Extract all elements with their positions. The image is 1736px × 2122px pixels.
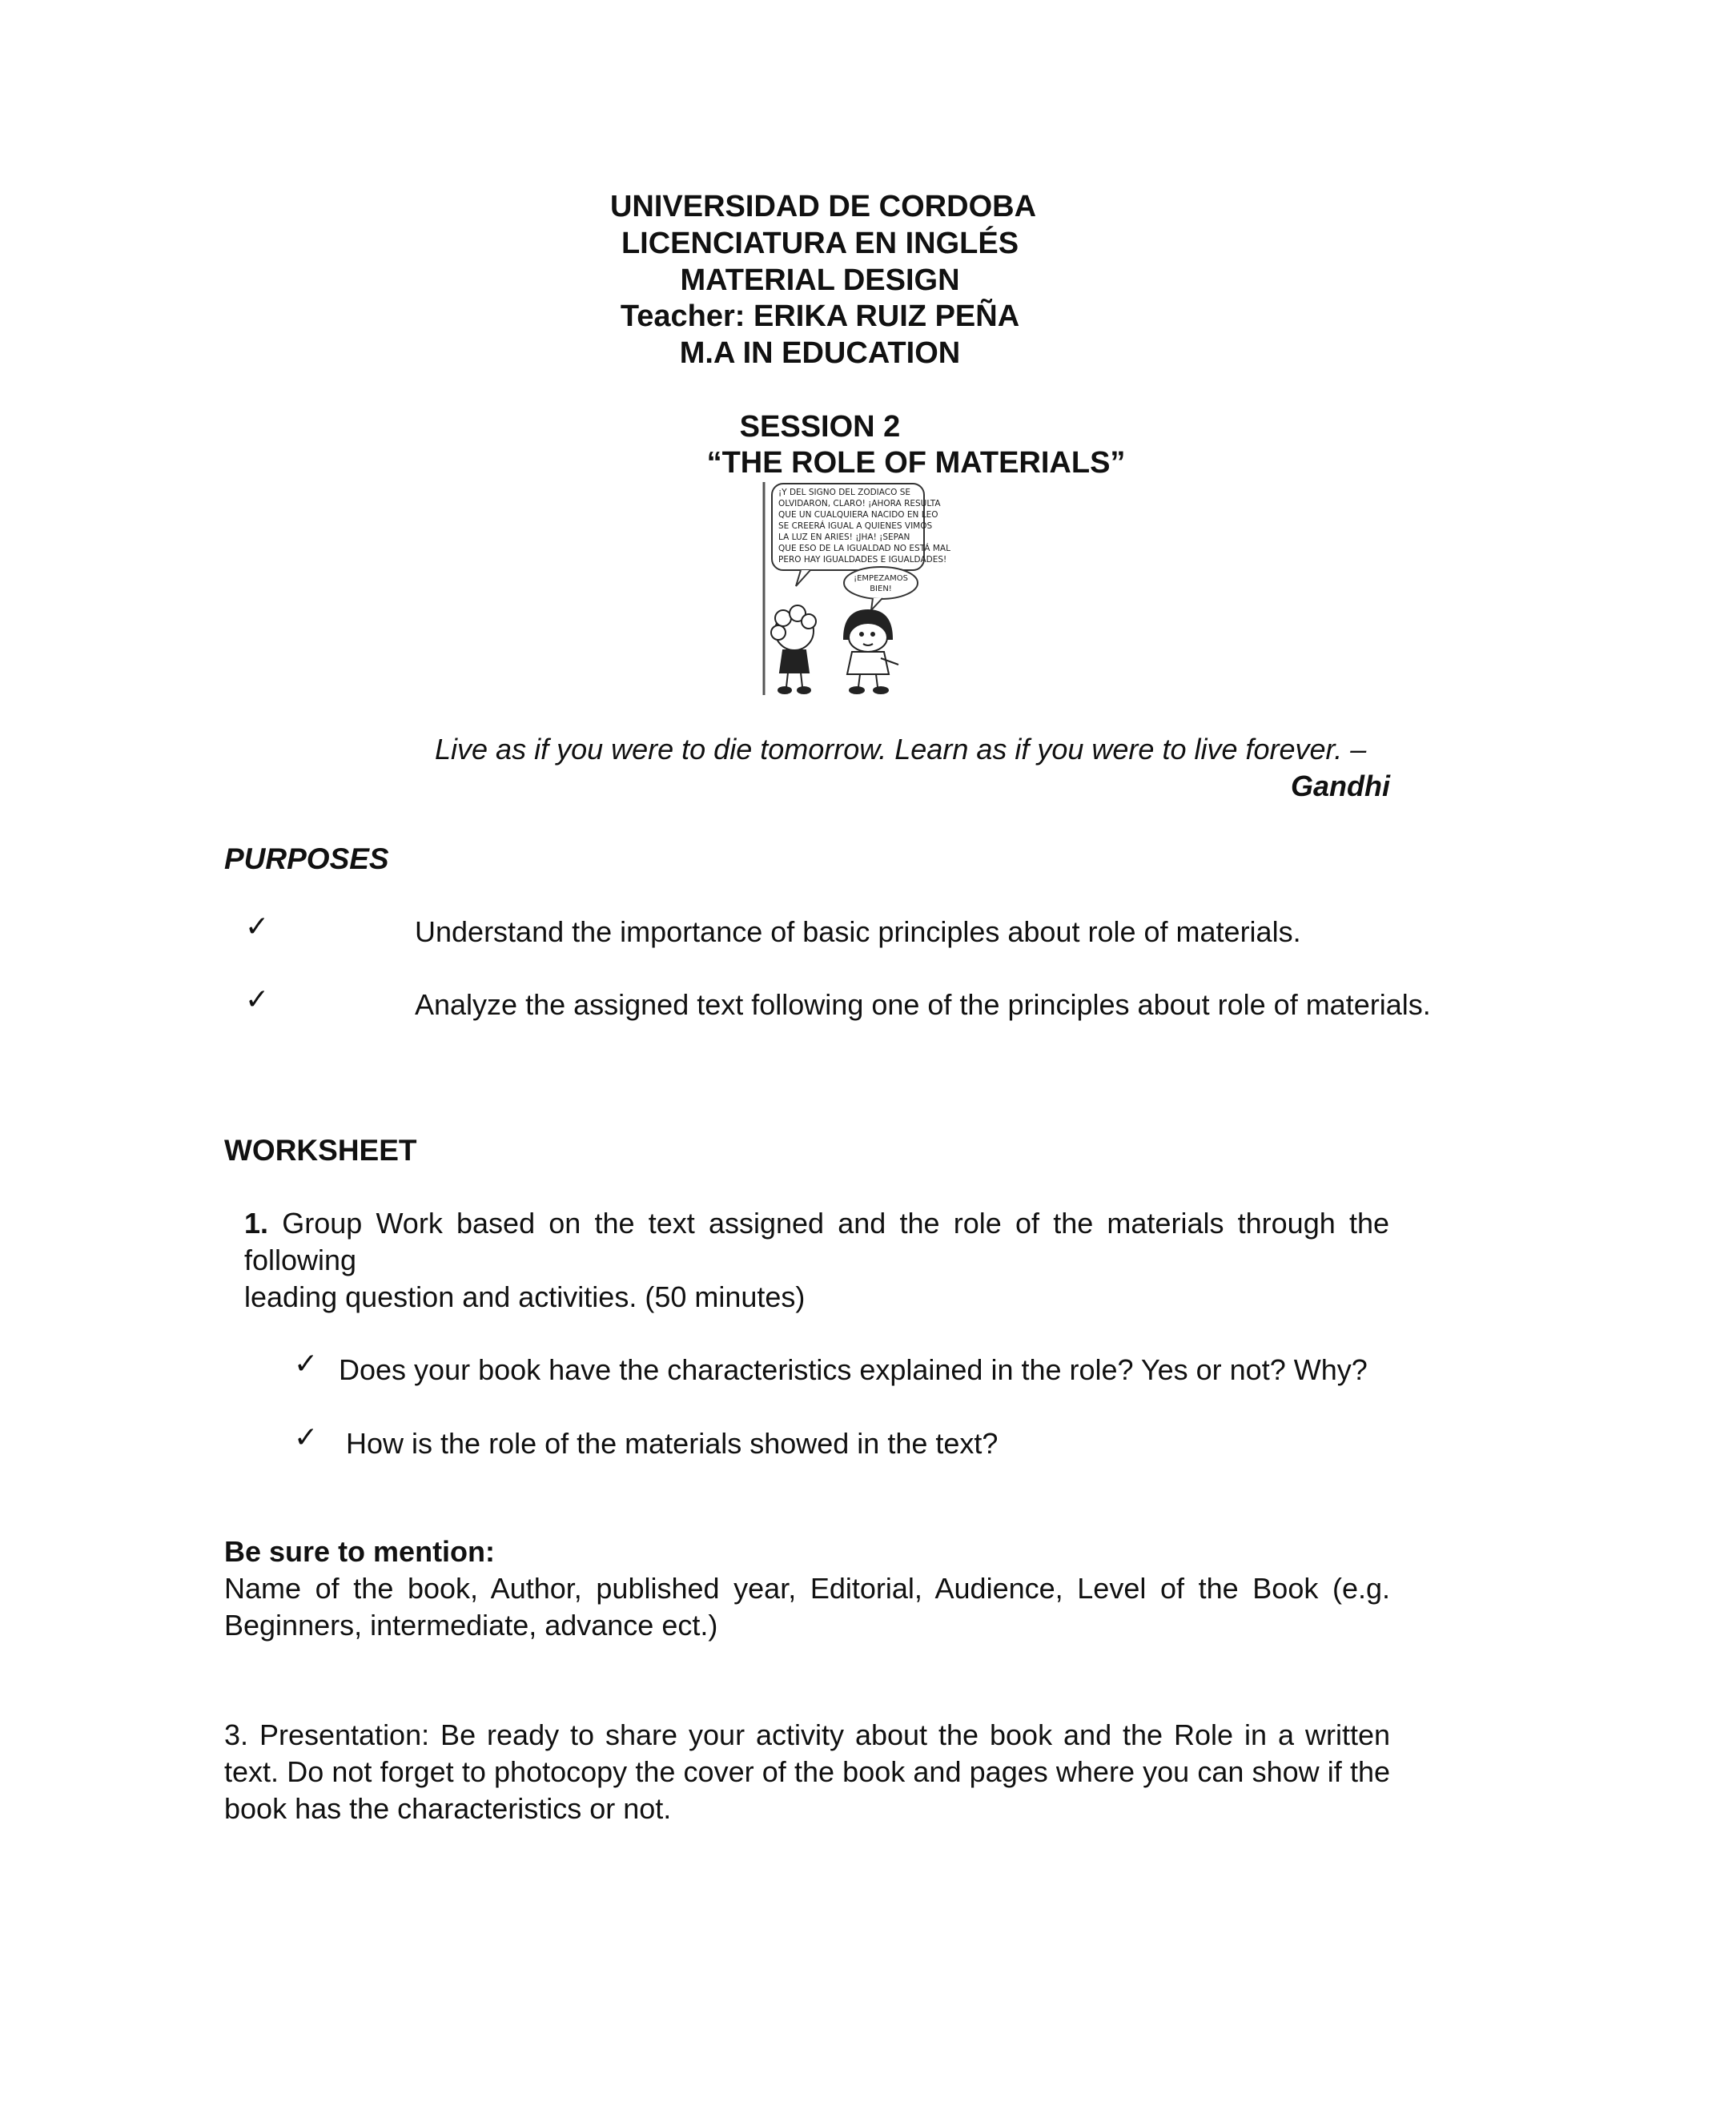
- quote-text: Live as if you were to die tomorrow. Learn as if you were to live forever. –: [435, 733, 1367, 766]
- reply-line: ¡EMPEZAMOS: [854, 574, 908, 583]
- quote-author: Gandhi: [1291, 770, 1390, 802]
- session-number: SESSION 2: [739, 410, 901, 444]
- speech-line: QUE UN CUALQUIERA NACIDO EN LEO: [778, 510, 938, 520]
- check-icon: ✓: [294, 1347, 319, 1380]
- speech-line: SE CREERÁ IGUAL A QUIENES VIMOS: [778, 521, 933, 531]
- check-icon: ✓: [245, 910, 270, 942]
- worksheet-title: WORKSHEET: [224, 1134, 417, 1167]
- university-name: UNIVERSIDAD DE CORDOBA: [609, 190, 1037, 223]
- speech-line: OLVIDARON, CLARO! ¡AHORA RESULTA: [778, 499, 941, 508]
- question-item: How is the role of the materials showed in the text?: [346, 1427, 999, 1460]
- program-name: LICENCIATURA EN INGLÉS: [621, 227, 1019, 260]
- speech-line: LA LUZ EN ARIES! ¡JHA! ¡SEPAN: [778, 533, 910, 542]
- worksheet-item-1-line-2: leading question and activities. (50 minutes): [244, 1280, 806, 1313]
- worksheet-item-1-line-1: [244, 1205, 1389, 1279]
- item-text: Group Work based on the text assigned and the role of the materials through the following: [244, 1207, 1389, 1276]
- check-icon: ✓: [245, 983, 270, 1015]
- purpose-item: Understand the importance of basic principles about role of materials.: [415, 915, 1301, 948]
- speech-line: PERO HAY IGUALDADES E IGUALDADES!: [778, 555, 947, 565]
- teacher-name: Teacher: ERIKA RUIZ PEÑA: [620, 299, 1020, 333]
- mention-text: Name of the book, Author, published year, Editorial, Audience, Level of the Book (e.g. Beginners, intermediate, advance ect.): [224, 1572, 1390, 1642]
- purposes-title: PURPOSES: [224, 842, 389, 875]
- course-name: MATERIAL DESIGN: [680, 263, 960, 297]
- reply-line: BIEN!: [870, 585, 892, 593]
- speech-bubble-text: [778, 488, 950, 565]
- speech-line: QUE ESO DE LA IGUALDAD NO ESTÁ MAL: [778, 544, 950, 553]
- speech-line: ¡Y DEL SIGNO DEL ZODIACO SE: [778, 488, 911, 497]
- comic-strip-illustration: [761, 480, 950, 697]
- item-number: 1.: [244, 1207, 269, 1240]
- right-character: [844, 610, 898, 693]
- presentation-text: 3. Presentation: Be ready to share your activity about the book and the Role in a written text. Do not forget to photocopy the cover of the book and pages where you can show if the book has the characteristics or not.: [224, 1718, 1390, 1825]
- left-character: [771, 605, 816, 693]
- purpose-item: Analyze the assigned text following one of the principles about role of materials.: [415, 988, 1431, 1021]
- session-topic: “THE ROLE OF MATERIALS”: [706, 446, 1126, 480]
- mention-title: Be sure to mention:: [224, 1535, 496, 1568]
- degree: M.A IN EDUCATION: [679, 336, 961, 370]
- question-item: Does your book have the characteristics explained in the role? Yes or not? Why?: [339, 1353, 1368, 1386]
- check-icon: ✓: [294, 1421, 319, 1453]
